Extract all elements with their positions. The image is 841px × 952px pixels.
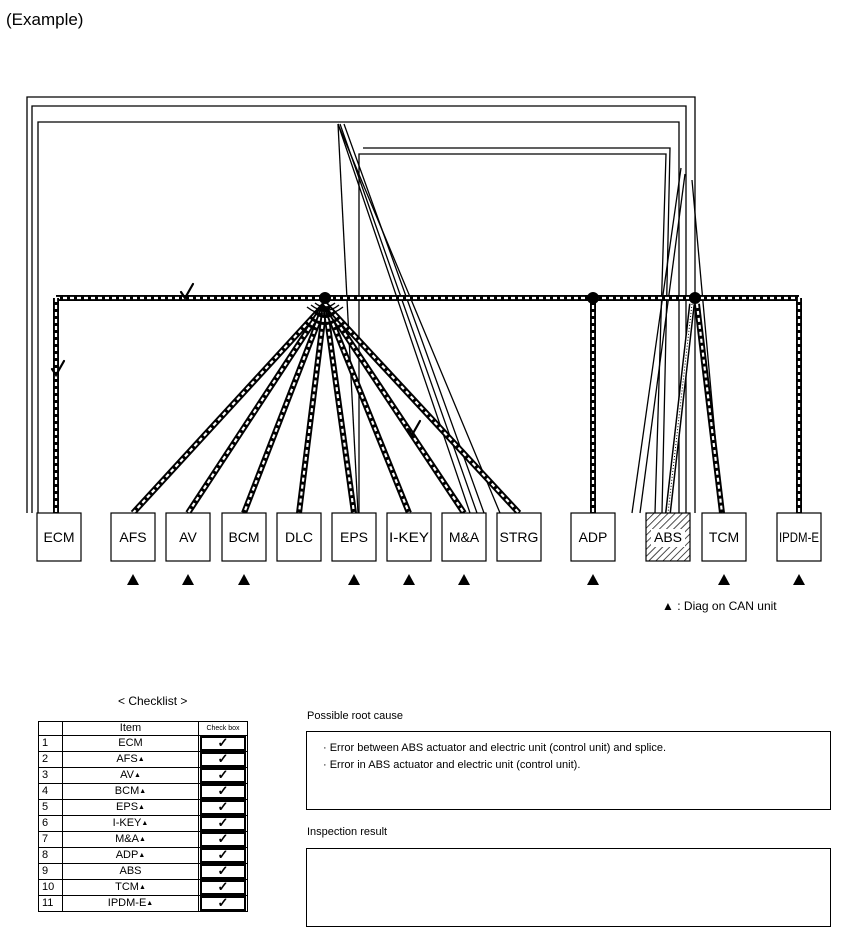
- check-mark-icon: ✓: [200, 736, 246, 751]
- can-bus-segment: [697, 304, 722, 513]
- triangle-icon: ▲: [138, 836, 146, 843]
- check-mark-icon: ✓: [200, 784, 246, 799]
- unit-tcm: [702, 513, 746, 585]
- checklist-row: [39, 768, 248, 784]
- check-box[interactable]: [199, 896, 248, 912]
- unit-ecm: [37, 513, 81, 561]
- unit-label: M&A: [448, 529, 480, 545]
- wire: [340, 124, 477, 513]
- check-mark-icon: ✓: [200, 880, 246, 895]
- checklist-row: [39, 896, 248, 912]
- row-item: [63, 880, 199, 896]
- wire: [338, 124, 500, 513]
- triangle-icon: [458, 574, 470, 585]
- can-bus-lines: [56, 292, 799, 513]
- unit-m-a: [442, 513, 486, 585]
- unit-boxes: [37, 513, 821, 585]
- check-mark-icon: ✓: [200, 896, 246, 911]
- triangle-icon: ▲: [138, 804, 145, 811]
- triangle-icon: [587, 574, 599, 585]
- triangle-icon: ▲: [137, 756, 145, 763]
- root-cause-line: · Error between ABS actuator and electric unit (control unit) and splice.: [323, 742, 667, 754]
- checklist-row: [39, 800, 248, 816]
- check-box[interactable]: [199, 864, 248, 880]
- row-item: [63, 832, 199, 848]
- check-mark-icon: ✓: [200, 800, 246, 815]
- splice-point: [689, 292, 701, 304]
- unit-label: BCM: [228, 529, 260, 545]
- check-box[interactable]: [199, 832, 248, 848]
- splice-point: [587, 292, 599, 304]
- unit-label: AV: [179, 529, 197, 545]
- unit-afs: [111, 513, 155, 585]
- unit-label: ADP: [578, 529, 608, 545]
- root-cause-label: Possible root cause: [307, 710, 403, 722]
- triangle-icon: ▲: [138, 852, 146, 859]
- unit-adp: [571, 513, 615, 585]
- row-number: 3: [39, 768, 63, 784]
- can-bus-segment: [133, 304, 325, 513]
- check-box[interactable]: [199, 784, 248, 800]
- check-mark-icon: ✓: [200, 864, 246, 879]
- checklist-row: [39, 736, 248, 752]
- row-item-label: AFS: [116, 753, 138, 765]
- inspection-label: Inspection result: [307, 826, 388, 838]
- can-bus-segment-abs: [668, 304, 692, 513]
- unit-label: AFS: [119, 529, 147, 545]
- unit-dlc: [277, 513, 321, 561]
- row-item-label: BCM: [114, 785, 140, 797]
- row-item-label: TCM: [115, 881, 139, 893]
- checklist-row: [39, 832, 248, 848]
- example-label: (Example): [6, 10, 84, 29]
- unit-bcm: [222, 513, 266, 585]
- triangle-icon: ▲: [139, 788, 147, 795]
- checklist-row: [39, 752, 248, 768]
- row-number: 4: [39, 784, 63, 800]
- row-number: 2: [39, 752, 63, 768]
- triangle-icon: [718, 574, 730, 585]
- check-mark-icon: ✓: [200, 816, 246, 831]
- check-box[interactable]: [199, 848, 248, 864]
- legend-text: : Diag on CAN unit: [677, 599, 777, 613]
- row-item-label: EPS: [116, 801, 139, 813]
- check-mark-icon: ✓: [200, 768, 246, 783]
- unit-label: TCM: [708, 529, 740, 545]
- check-box[interactable]: [199, 816, 248, 832]
- checklist-table: [38, 721, 248, 912]
- checklist-header-row: [39, 722, 248, 736]
- triangle-icon: [348, 574, 360, 585]
- legend: [662, 599, 777, 613]
- root-cause-box: [306, 731, 831, 810]
- communication-wires: [27, 97, 722, 513]
- unit-label: ECM: [43, 529, 75, 545]
- unit-label: STRG: [499, 529, 539, 545]
- unit-label: ABS: [653, 529, 683, 545]
- check-box[interactable]: [199, 800, 248, 816]
- unit-label: DLC: [284, 529, 314, 545]
- unit-eps: [332, 513, 376, 585]
- row-item: [63, 800, 199, 816]
- checklist-title: < Checklist >: [118, 694, 188, 708]
- row-item: [63, 784, 199, 800]
- row-item-label: ADP: [115, 849, 139, 861]
- wire: [338, 124, 470, 513]
- row-item-label: I-KEY: [112, 817, 142, 829]
- unit-label: EPS: [339, 529, 369, 545]
- wire: [363, 148, 670, 513]
- check-header: Check box: [199, 722, 248, 736]
- unit-ipdm-e: [777, 513, 821, 585]
- unit-i-key: [387, 513, 431, 585]
- triangle-icon: ▲: [662, 599, 674, 613]
- triangle-icon: [793, 574, 805, 585]
- can-bus-segment: [325, 304, 519, 513]
- row-item-label: ABS: [119, 865, 142, 877]
- triangle-icon: [127, 574, 139, 585]
- triangle-icon: ▲: [146, 900, 154, 907]
- row-number: 8: [39, 848, 63, 864]
- row-item-label: IPDM-E: [107, 897, 147, 909]
- check-box[interactable]: [199, 880, 248, 896]
- checklist-row: [39, 864, 248, 880]
- check-box[interactable]: [199, 768, 248, 784]
- row-item: [63, 768, 199, 784]
- row-item: [63, 896, 199, 912]
- triangle-icon: ▲: [141, 820, 149, 827]
- unit-label: I-KEY: [389, 529, 430, 545]
- check-box[interactable]: [199, 752, 248, 768]
- row-item-label: ECM: [118, 737, 143, 749]
- triangle-icon: [238, 574, 250, 585]
- wire: [359, 154, 666, 513]
- root-cause-line: · Error in ABS actuator and electric unit (control unit).: [323, 759, 581, 771]
- row-number: 10: [39, 880, 63, 896]
- row-number: 5: [39, 800, 63, 816]
- checklist-row: [39, 848, 248, 864]
- check-mark-icon: ✓: [200, 752, 246, 767]
- unit-label: IPDM-E: [779, 529, 819, 545]
- check-mark-icon: ✓: [200, 832, 246, 847]
- row-number: 9: [39, 864, 63, 880]
- row-item-label: M&A: [115, 833, 139, 845]
- row-item: [63, 816, 199, 832]
- row-item: [63, 736, 199, 752]
- row-number: 11: [39, 896, 63, 912]
- triangle-icon: ▲: [133, 772, 141, 779]
- row-item-label: AV: [120, 769, 134, 781]
- splice-point: [319, 292, 331, 304]
- inspection-result-box: [306, 848, 831, 927]
- unit-av: [166, 513, 210, 585]
- row-number: 1: [39, 736, 63, 752]
- row-number: 6: [39, 816, 63, 832]
- no-header: [39, 722, 63, 736]
- unit-abs: [646, 513, 690, 561]
- checklist-row: [39, 816, 248, 832]
- triangle-icon: [182, 574, 194, 585]
- item-header: Item: [63, 722, 199, 736]
- row-item: [63, 752, 199, 768]
- checklist-row: [39, 784, 248, 800]
- row-item: [63, 864, 199, 880]
- check-mark-icon: ✓: [200, 848, 246, 863]
- check-box[interactable]: [199, 736, 248, 752]
- triangle-icon: ▲: [138, 884, 146, 891]
- checklist-row: [39, 880, 248, 896]
- row-item: [63, 848, 199, 864]
- unit-strg: [497, 513, 541, 561]
- triangle-icon: [403, 574, 415, 585]
- row-number: 7: [39, 832, 63, 848]
